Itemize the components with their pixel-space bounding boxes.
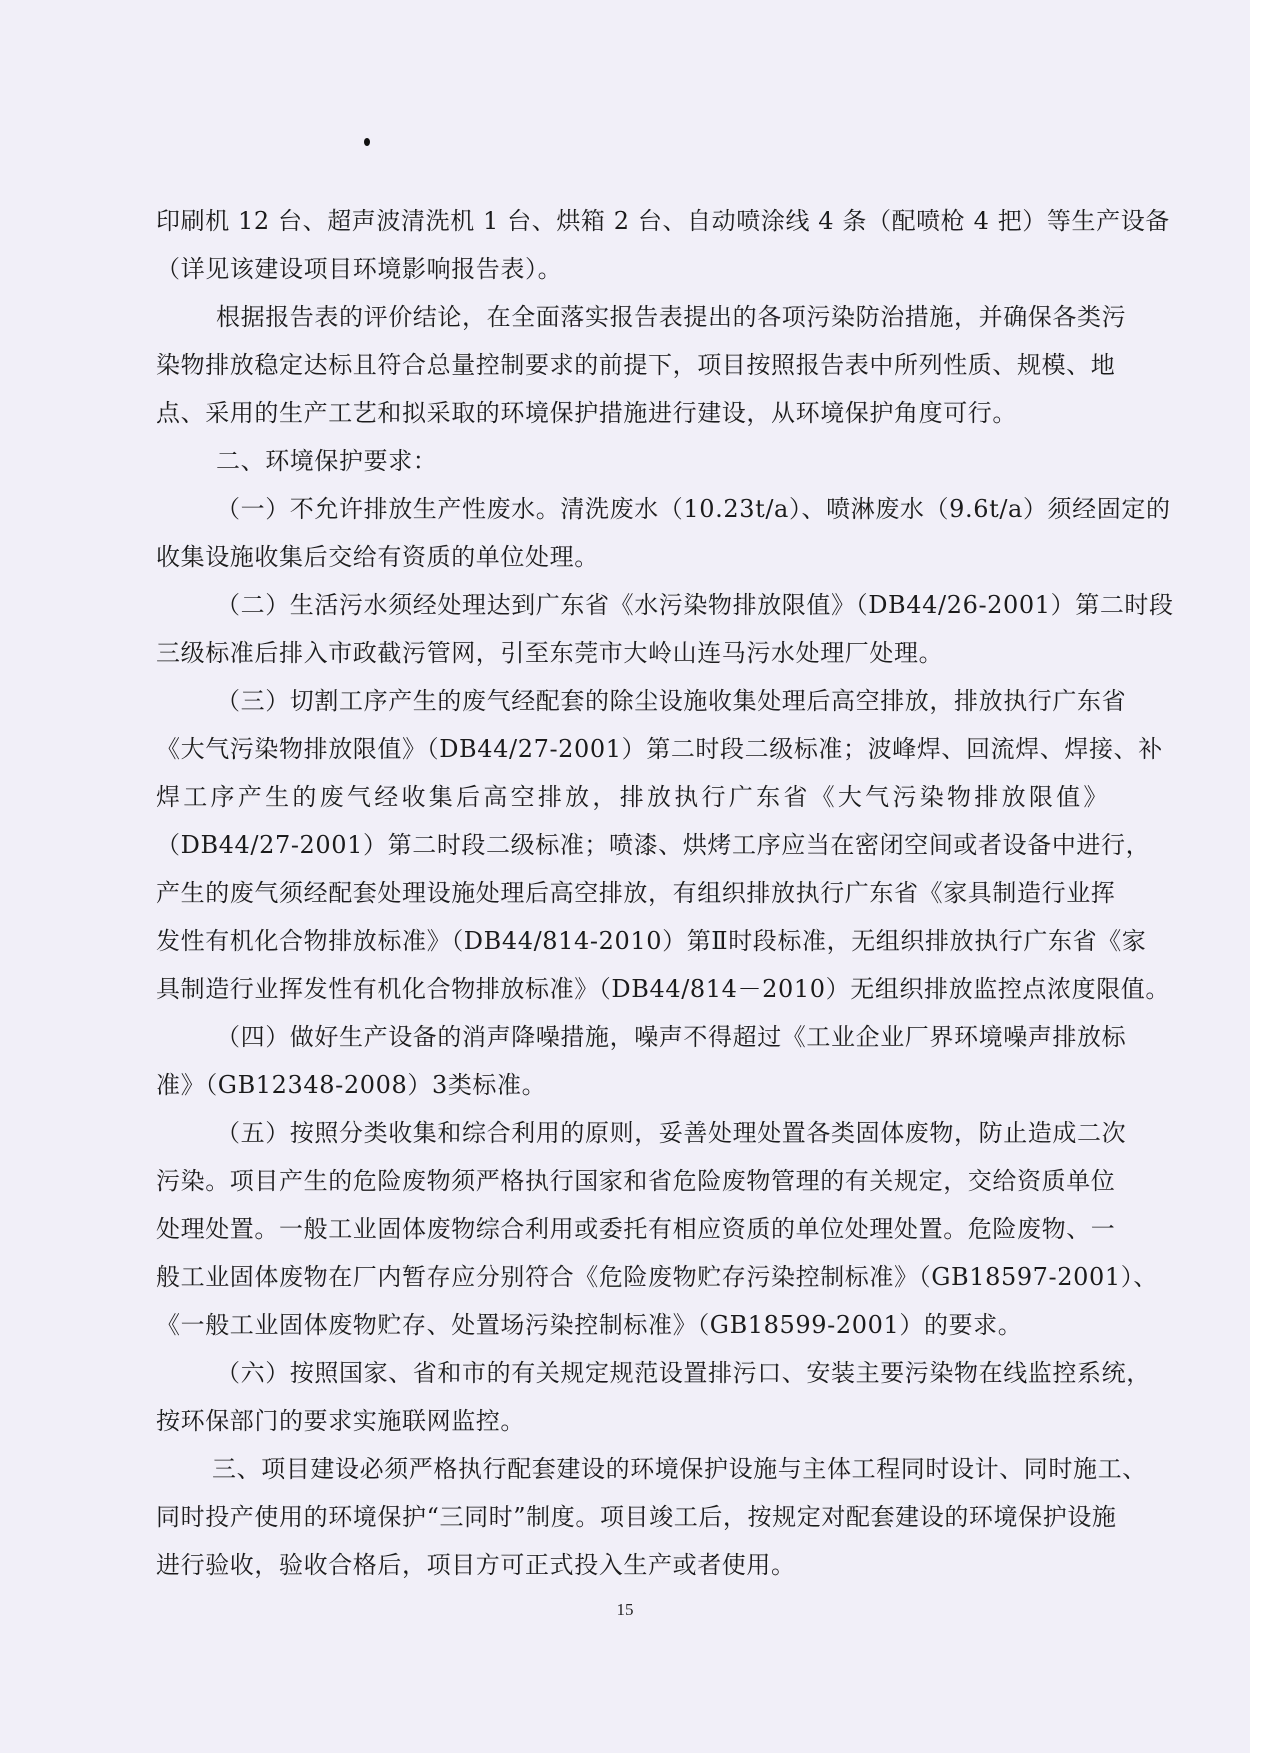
text-line: 《大气污染物排放限值》（DB44/27-2001）第二时段二级标准；波峰焊、回流焊、焊接、补 (156, 735, 1163, 763)
document-body (156, 197, 1174, 1589)
text-line: 具制造行业挥发性有机化合物排放标准》（DB44/814－2010）无组织排放监控点浓度限值。 (156, 975, 1170, 1003)
scan-margin (1250, 0, 1275, 1753)
text-line: 发性有机化合物排放标准》（DB44/814-2010）第Ⅱ时段标准，无组织排放执行广东省《家 (156, 927, 1147, 955)
text-line: 焊工序产生的废气经收集后高空排放，排放执行广东省《大气污染物排放限值》 (156, 783, 1108, 811)
text-line: 产生的废气须经配套处理设施处理后高空排放，有组织排放执行广东省《家具制造行业挥 (156, 879, 1116, 907)
text-line: 点、采用的生产工艺和拟采取的环境保护措施进行建设，从环境保护角度可行。 (156, 399, 1017, 427)
text-line: （五）按照分类收集和综合利用的原则，妥善处理处置各类固体废物，防止造成二次 (216, 1119, 1127, 1147)
text-line: 般工业固体废物在厂内暂存应分别符合《危险废物贮存污染控制标准》（GB18597-2001）、 (156, 1263, 1158, 1291)
text-line: （六）按照国家、省和市的有关规定规范设置排污口、安装主要污染物在线监控系统， (216, 1359, 1151, 1387)
text-line: （三）切割工序产生的废气经配套的除尘设施收集处理后高空排放，排放执行广东省 (216, 687, 1127, 715)
text-line: （详见该建设项目环境影响报告表）。 (156, 255, 563, 283)
page-number: 15 (616, 1600, 634, 1619)
text-line: 处理处置。一般工业固体废物综合利用或委托有相应资质的单位处理处置。危险废物、一 (156, 1215, 1116, 1243)
ink-dot (364, 138, 370, 146)
text-line: 收集设施收集后交给有资质的单位处理。 (156, 543, 599, 571)
text-line: 同时投产使用的环境保护“三同时”制度。项目竣工后，按规定对配套建设的环境保护设施 (156, 1503, 1117, 1531)
text-line: 按环保部门的要求实施联网监控。 (156, 1407, 525, 1435)
text-line: （四）做好生产设备的消声降噪措施，噪声不得超过《工业企业厂界环境噪声排放标 (216, 1023, 1127, 1051)
text-line: 《一般工业固体废物贮存、处置场污染控制标准》（GB18599-2001）的要求。 (156, 1311, 1023, 1339)
text-line: 染物排放稳定达标且符合总量控制要求的前提下，项目按照报告表中所列性质、规模、地 (156, 351, 1116, 379)
text-line: 根据报告表的评价结论，在全面落实报告表提出的各项污染防治措施，并确保各类污 (216, 303, 1127, 331)
text-line: 三、项目建设必须严格执行配套建设的环境保护设施与主体工程同时设计、同时施工、 (212, 1455, 1147, 1483)
section-heading: 二、环境保护要求： (216, 447, 438, 475)
text-line: （一）不允许排放生产性废水。清洗废水（10.23t/a）、喷淋废水（9.6t/a）须经固定的 (216, 495, 1171, 523)
text-line: 三级标准后排入市政截污管网，引至东莞市大岭山连马污水处理厂处理。 (156, 639, 944, 667)
text-line: 准》（GB12348-2008）3类标准。 (156, 1071, 547, 1099)
text-line: （二）生活污水须经处理达到广东省《水污染物排放限值》（DB44/26-2001）第二时段 (216, 591, 1174, 619)
text-line: 印刷机 12 台、超声波清洗机 1 台、烘箱 2 台、自动喷涂线 4 条（配喷枪 4 把）等生产设备 (156, 207, 1170, 235)
text-line: 进行验收，验收合格后，项目方可正式投入生产或者使用。 (156, 1551, 796, 1579)
text-line: （DB44/27-2001）第二时段二级标准；喷漆、烘烤工序应当在密闭空间或者设备中进行， (156, 831, 1151, 859)
text-line: 污染。项目产生的危险废物须严格执行国家和省危险废物管理的有关规定，交给资质单位 (156, 1167, 1116, 1195)
